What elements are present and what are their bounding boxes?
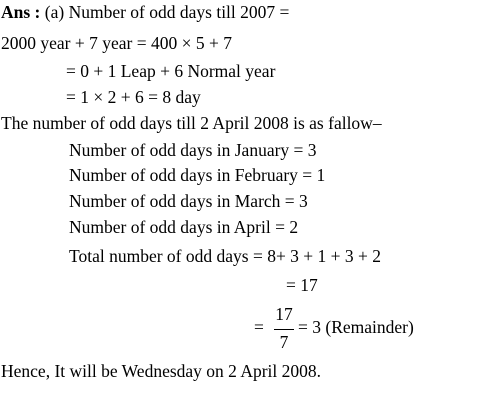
month-line-january: Number of odd days in January = 3 — [69, 140, 317, 160]
leap-normal-line: = 0 + 1 Leap + 6 Normal year — [66, 61, 276, 81]
month-line-march: Number of odd days in March = 3 — [69, 191, 308, 211]
month-line-february: Number of odd days in February = 1 — [69, 165, 326, 185]
answer-line — [1, 4, 289, 22]
answer-label: Ans : — [1, 2, 41, 22]
years-breakdown-line: 2000 year + 7 year = 400 × 5 + 7 — [1, 33, 232, 53]
fraction-denominator: 7 — [279, 332, 289, 352]
intro-line: The number of odd days till 2 April 2008 is as fallow– — [1, 113, 382, 133]
month-line-april: Number of odd days in April = 2 — [69, 217, 299, 237]
answer-option: (a) — [44, 2, 65, 22]
total-line: Total number of odd days = 8+ 3 + 1 + 3 + 2 — [69, 246, 382, 266]
fraction-bar — [274, 329, 294, 330]
odd-day-sum-line: = 1 × 2 + 6 = 8 day — [66, 87, 201, 107]
total-result: = 17 — [286, 275, 318, 295]
fraction-numerator: 17 — [275, 304, 293, 324]
fraction-suffix: = 3 (Remainder) — [298, 317, 414, 337]
answer-text: Number of odd days till 2007 = — [68, 2, 290, 22]
fraction — [273, 306, 295, 358]
conclusion-line: Hence, It will be Wednesday on 2 April 2008. — [1, 361, 322, 381]
fraction-prefix: = — [254, 317, 264, 337]
